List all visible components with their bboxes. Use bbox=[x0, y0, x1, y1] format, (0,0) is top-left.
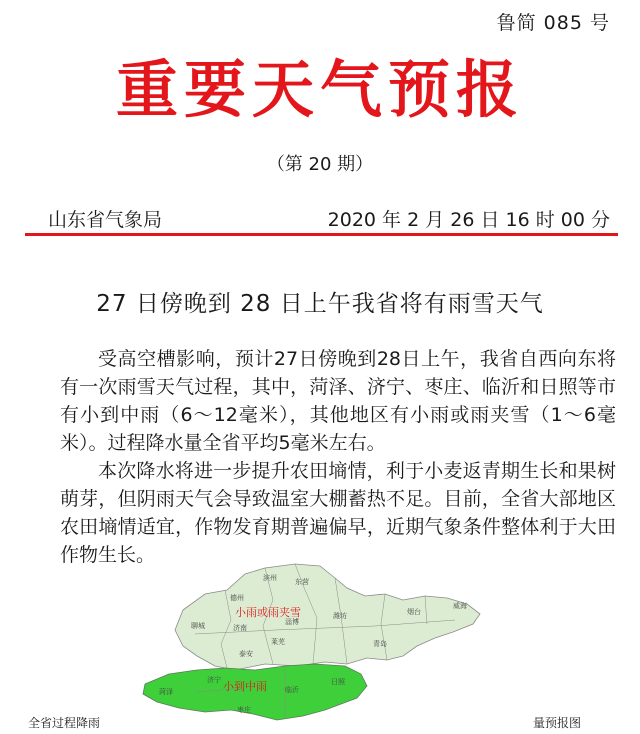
article-body bbox=[60, 345, 616, 569]
city-jinan: 济南 bbox=[233, 624, 247, 632]
zone-label-south: 小到中雨 bbox=[223, 680, 267, 693]
serial-number: 鲁简 085 号 bbox=[496, 12, 610, 34]
city-yantai: 烟台 bbox=[407, 608, 421, 616]
city-qingdao: 青岛 bbox=[373, 640, 387, 648]
city-jining: 济宁 bbox=[207, 676, 221, 684]
paragraph-1: 受高空槽影响，预计27日傍晚到28日上午，我省自西向东将有一次雨雪天气过程，其中，菏泽、济宁、枣庄、临沂和日照等市有小到中雨（6～12毫米），其他地区有小雨或雨夹雪（1～6毫米）。过程降水量全省平均5毫米左右。 bbox=[60, 348, 616, 454]
zone-label-north: 小雨或雨夹雪 bbox=[235, 606, 301, 619]
city-laiwu: 莱芜 bbox=[271, 638, 285, 646]
city-weifang: 潍坊 bbox=[333, 612, 347, 620]
city-dezhou: 德州 bbox=[230, 594, 244, 602]
province-map-svg bbox=[135, 560, 515, 725]
red-divider bbox=[25, 233, 618, 236]
issuing-agency: 山东省气象局 bbox=[48, 209, 163, 231]
city-rizhao: 日照 bbox=[331, 678, 345, 686]
city-linyi: 临沂 bbox=[285, 686, 299, 694]
forecast-map bbox=[135, 560, 515, 725]
caption-right: 量预报图 bbox=[533, 716, 582, 730]
city-heze: 菏泽 bbox=[159, 688, 173, 696]
headline: 27 日傍晚到 28 日上午我省将有雨雪天气 bbox=[96, 291, 544, 317]
city-binzhou: 滨州 bbox=[263, 574, 277, 582]
caption-left: 全省过程降雨 bbox=[28, 716, 101, 730]
city-liaocheng: 聊城 bbox=[191, 622, 205, 630]
paragraph-2: 本次降水将进一步提升农田墒情，利于小麦返青期生长和果树萌芽，但阴雨天气会导致温室大棚蓄热不足。目前，全省大部地区农田墒情适宜，作物发育期普遍偏早，近期气象条件整体利于大田作物生长。 bbox=[60, 460, 616, 566]
city-taian: 泰安 bbox=[239, 650, 253, 658]
issue-datetime: 2020 年 2 月 26 日 16 时 00 分 bbox=[327, 209, 610, 231]
bulletin-title: 重要天气预报 bbox=[115, 53, 524, 126]
city-dongying: 东营 bbox=[295, 578, 309, 586]
city-zaozhuang: 枣庄 bbox=[237, 706, 251, 714]
map-zone-north bbox=[175, 564, 480, 670]
meta-row bbox=[48, 205, 610, 229]
city-zibo: 淄博 bbox=[285, 618, 299, 626]
city-weihai: 威海 bbox=[453, 602, 467, 610]
issue-number: （第 20 期） bbox=[266, 154, 374, 175]
